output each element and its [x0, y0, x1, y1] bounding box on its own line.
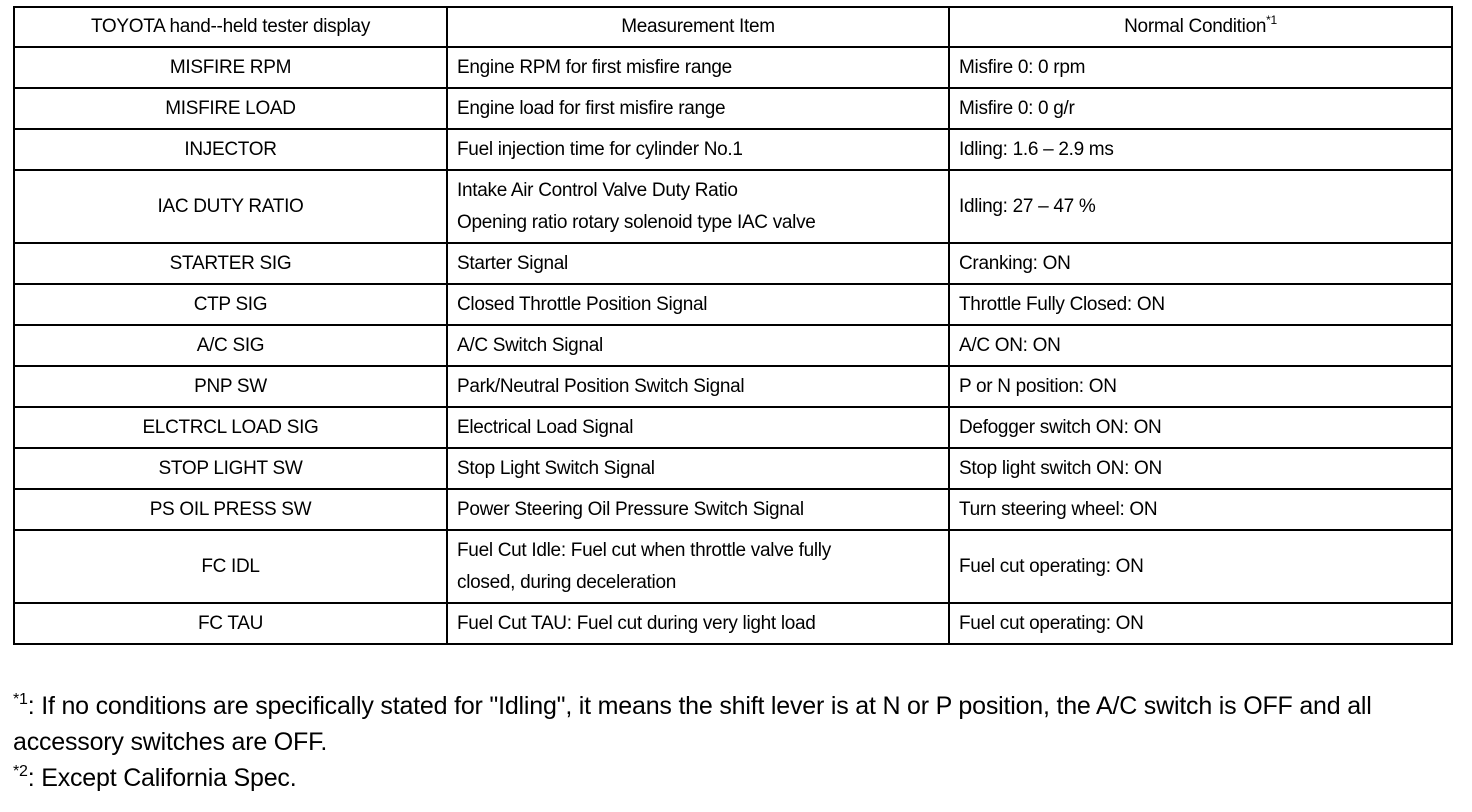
footnote-2-text: : Except California Spec. [27, 764, 297, 792]
cell-normal-condition: Throttle Fully Closed: ON [949, 284, 1452, 325]
cell-display: FC TAU [14, 603, 447, 644]
cell-normal-condition: Fuel cut operating: ON [949, 530, 1452, 603]
footnote-1 [13, 688, 1458, 760]
cell-measurement-item [447, 170, 949, 243]
cell-normal-condition: Idling: 1.6 – 2.9 ms [949, 129, 1452, 170]
data-list-table [13, 6, 1453, 645]
cell-measurement-item [447, 489, 949, 530]
measurement-item-line: Fuel Cut Idle: Fuel cut when throttle valve fully [457, 539, 831, 561]
cell-normal-condition: Stop light switch ON: ON [949, 448, 1452, 489]
cell-normal-condition: A/C ON: ON [949, 325, 1452, 366]
cell-display: STARTER SIG [14, 243, 447, 284]
measurement-item-line: Park/Neutral Position Switch Signal [457, 375, 745, 397]
cell-measurement-item [447, 284, 949, 325]
measurement-item-line: Intake Air Control Valve Duty Ratio [457, 179, 738, 201]
measurement-item-line: Opening ratio rotary solenoid type IAC valve [457, 211, 816, 233]
cell-display: PNP SW [14, 366, 447, 407]
cell-measurement-item [447, 243, 949, 284]
measurement-item-line: A/C Switch Signal [457, 334, 603, 356]
cell-measurement-item [447, 366, 949, 407]
measurement-item-line: Starter Signal [457, 252, 568, 274]
cell-measurement-item [447, 407, 949, 448]
table-body [14, 47, 1452, 644]
cell-display: MISFIRE LOAD [14, 88, 447, 129]
header-display: TOYOTA hand--held tester display [14, 7, 447, 47]
cell-measurement-item [447, 88, 949, 129]
table-row [14, 170, 1452, 243]
measurement-item-line: Closed Throttle Position Signal [457, 293, 708, 315]
table-row [14, 448, 1452, 489]
table-row [14, 88, 1452, 129]
cell-normal-condition: Misfire 0: 0 rpm [949, 47, 1452, 88]
cell-normal-condition: Fuel cut operating: ON [949, 603, 1452, 644]
footnote-2 [13, 760, 1458, 796]
cell-measurement-item [447, 47, 949, 88]
footnotes [13, 688, 1458, 796]
table-header-row [14, 7, 1452, 47]
cell-display: A/C SIG [14, 325, 447, 366]
measurement-item-line: Electrical Load Signal [457, 416, 634, 438]
header-normal-condition: Normal Condition$^{*1}$ [949, 7, 1452, 47]
cell-display: CTP SIG [14, 284, 447, 325]
measurement-item-line: Engine RPM for first misfire range [457, 56, 732, 78]
cell-measurement-item [447, 129, 949, 170]
cell-measurement-item [447, 530, 949, 603]
cell-display: IAC DUTY RATIO [14, 170, 447, 243]
measurement-item-line: Power Steering Oil Pressure Switch Signal [457, 498, 804, 520]
cell-normal-condition: Idling: 27 – 47 % [949, 170, 1452, 243]
table-row [14, 284, 1452, 325]
cell-normal-condition: P or N position: ON [949, 366, 1452, 407]
table-row [14, 129, 1452, 170]
table-row [14, 603, 1452, 644]
header-measurement-item: Measurement Item [447, 7, 949, 47]
cell-normal-condition: Cranking: ON [949, 243, 1452, 284]
cell-display: ELCTRCL LOAD SIG [14, 407, 447, 448]
cell-normal-condition: Defogger switch ON: ON [949, 407, 1452, 448]
measurement-item-line: closed, during deceleration [457, 571, 676, 593]
cell-measurement-item [447, 603, 949, 644]
cell-display: FC IDL [14, 530, 447, 603]
measurement-item-line: Fuel injection time for cylinder No.1 [457, 138, 743, 160]
table-row [14, 489, 1452, 530]
cell-measurement-item [447, 448, 949, 489]
cell-display: PS OIL PRESS SW [14, 489, 447, 530]
measurement-item-line: Fuel Cut TAU: Fuel cut during very light load [457, 612, 816, 634]
cell-display: STOP LIGHT SW [14, 448, 447, 489]
cell-display: MISFIRE RPM [14, 47, 447, 88]
cell-display: INJECTOR [14, 129, 447, 170]
table-row [14, 47, 1452, 88]
cell-normal-condition: Misfire 0: 0 g/r [949, 88, 1452, 129]
measurement-item-line: Engine load for first misfire range [457, 97, 726, 119]
footnote-1-mark: *1 [13, 691, 28, 708]
measurement-item-line: Stop Light Switch Signal [457, 457, 655, 479]
table-row [14, 366, 1452, 407]
cell-normal-condition: Turn steering wheel: ON [949, 489, 1452, 530]
table-row [14, 407, 1452, 448]
footnote-1-text: : If no conditions are specifically stated for "Idling", it means the shift lever is at N or P position, the A/C switch is OFF and all accessory switches are OFF. [13, 692, 1372, 756]
cell-measurement-item [447, 325, 949, 366]
table-row [14, 243, 1452, 284]
table-row [14, 325, 1452, 366]
table-row [14, 530, 1452, 603]
footnote-2-mark: *2 [13, 763, 28, 780]
footnote-mark: *1 [1266, 13, 1277, 27]
